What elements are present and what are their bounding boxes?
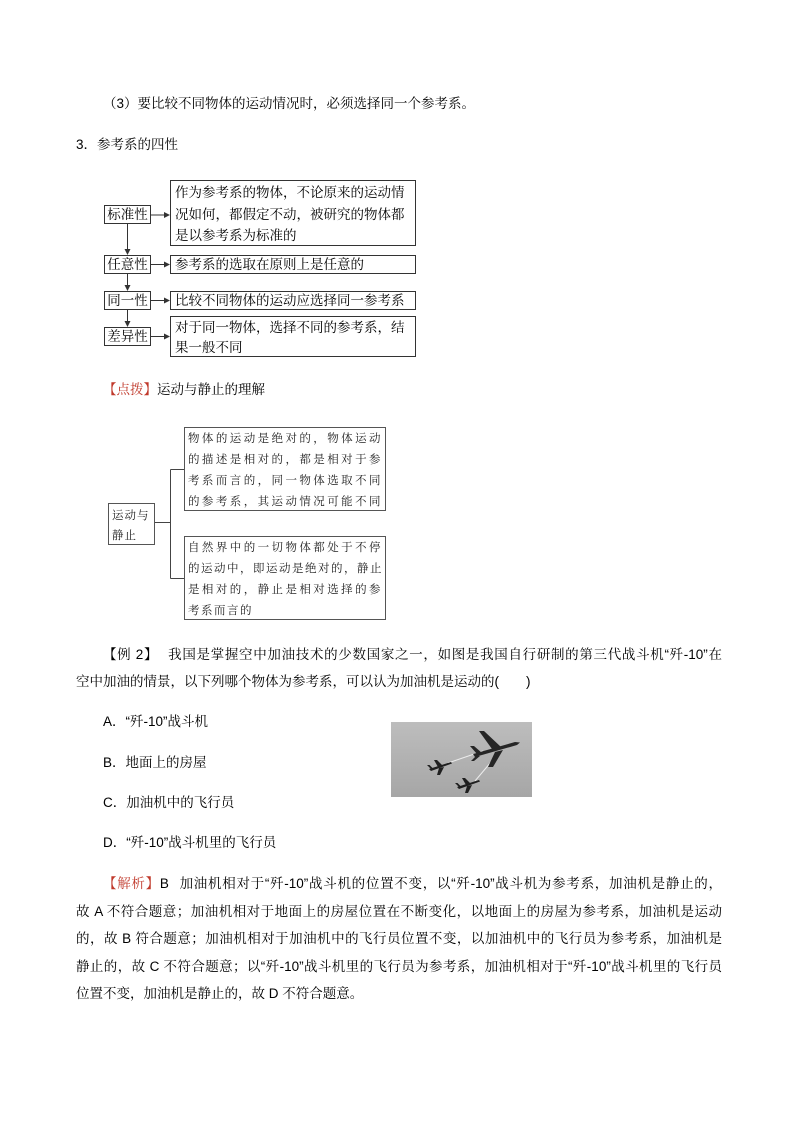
- tip-title: 运动与静止的理解: [157, 382, 265, 397]
- point-3-text: （3）要比较不同物体的运动情况时，必须选择同一个参考系。: [103, 96, 476, 111]
- desc-line: 作为参考系的物体，不论原来的运动情: [175, 185, 405, 200]
- property-desc-difference: [170, 316, 416, 357]
- desc-line: 是以参考系为标准的: [175, 228, 297, 243]
- desc-line: 对于同一物体，选择不同的参考系，结: [175, 320, 405, 335]
- analysis-line-1: [103, 875, 722, 893]
- analysis-line-3: 的，故 B 符合题意；加油机相对于加油机中的飞行员位置不变，以加油机中的飞行员为参考系，加油机是: [76, 931, 722, 946]
- motion-line: 考系而言的，同一物体选取不同: [188, 473, 382, 487]
- example-line-1: [103, 646, 722, 664]
- desc-line: 况如何，都假定不动，被研究的物体都: [175, 206, 405, 222]
- rest-line: 的运动中，即运动是绝对的，静止: [188, 561, 383, 575]
- rest-line: 自然界中的一切物体都处于不停: [188, 540, 382, 554]
- root-line: 静止: [112, 528, 137, 542]
- property-desc-uniform: [170, 291, 416, 310]
- analysis-text: 加油机相对于“歼-10”战斗机的位置不变，以“歼-10”战斗机为参考系，加油机是静止的，: [178, 876, 722, 891]
- option-b: B．地面上的房屋: [103, 755, 207, 770]
- root-line: 运动与: [112, 508, 150, 522]
- brace-connector: [155, 470, 184, 579]
- option-c: C．加油机中的飞行员: [103, 795, 235, 810]
- property-label-difference: 差异性: [104, 327, 151, 346]
- motion-line: 的描述是相对的，都是相对于参: [188, 452, 382, 466]
- motion-line: 的参考系，其运动情况可能不同: [188, 494, 382, 508]
- motion-line: 物体的运动是绝对的，物体运动: [188, 431, 382, 445]
- option-a: A．“歼-10”战斗机: [103, 714, 209, 729]
- property-desc-arbitrary: [170, 255, 416, 274]
- tip-heading: [103, 381, 265, 399]
- example-text: 我国是掌握空中加油技术的少数国家之一，如图是我国自行研制的第三代战斗机“歼-10”在: [168, 647, 722, 662]
- desc-line: 比较不同物体的运动应选择同一参考系: [175, 293, 405, 308]
- analysis-line-5: 位置不变，加油机是静止的，故 D 不符合题意。: [76, 986, 364, 1001]
- analysis-line-4: 静止的，故 C 不符合题意；以“歼-10”战斗机里的飞行员为参考系，加油机相对于“歼-10”战斗机里的飞行员: [76, 959, 722, 974]
- section-heading-four-properties: 3．参考系的四性: [76, 137, 179, 152]
- aerial-refueling-photo: [391, 722, 532, 797]
- desc-line: 果一般不同: [175, 339, 243, 355]
- option-d: D．“歼-10”战斗机里的飞行员: [103, 835, 277, 850]
- rest-line: 考系而言的: [188, 603, 253, 617]
- property-desc-standard: [170, 180, 416, 246]
- motion-rest-root-box: [108, 503, 155, 545]
- property-label-arbitrary: 任意性: [104, 255, 151, 274]
- property-label-standard: 标准性: [104, 205, 151, 224]
- analysis-tag: 【解析】: [103, 876, 160, 891]
- analysis-line-2: 故 A 不符合题意；加油机相对于地面上的房屋位置在不断变化，以地面上的房屋为参考系，加油机是运动: [76, 904, 722, 919]
- example-tag: 【例 2】: [103, 647, 159, 662]
- tip-tag: 【点拨】: [103, 382, 157, 397]
- property-label-uniform: 同一性: [104, 291, 151, 310]
- motion-absolute-box: [184, 427, 386, 511]
- analysis-answer: B: [159, 876, 169, 891]
- desc-line: 参考系的选取在原则上是任意的: [175, 257, 364, 272]
- example-line-2: 空中加油的情景，以下列哪个物体为参考系，可以认为加油机是运动的( ): [76, 674, 531, 689]
- rest-relative-box: [184, 536, 386, 620]
- rest-line: 是相对的，静止是相对选择的参: [188, 582, 382, 596]
